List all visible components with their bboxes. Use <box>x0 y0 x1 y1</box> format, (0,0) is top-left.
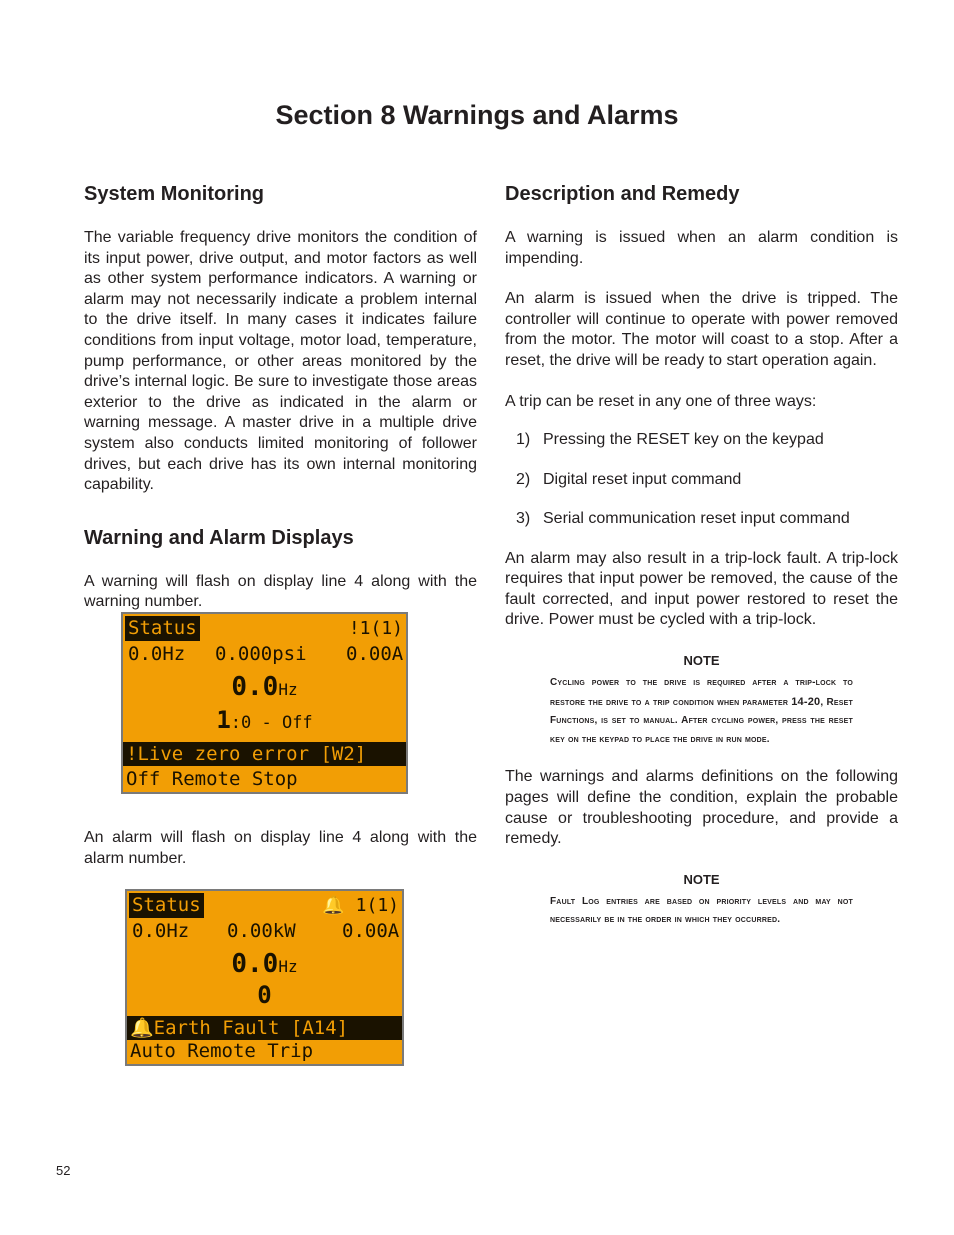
lcd-big-value: 0.0 <box>231 672 279 702</box>
paragraph-trip-lock: An alarm may also result in a trip-lock fault. A trip-lock requires that input power be removed, the cause of the fault corrected, and input power restored to reset the drive. Power must be cycled with a trip-lock. <box>505 549 898 629</box>
lcd-warning-message: !Live zero error [W2] <box>123 742 406 766</box>
page-title: Section 8 Warnings and Alarms <box>275 100 679 130</box>
right-column <box>505 180 898 930</box>
lcd-status-line: Auto Remote Trip <box>130 1040 314 1062</box>
lcd-header <box>123 616 406 641</box>
lcd-header <box>127 893 402 918</box>
list-item: 1) Pressing the RESET key on the keypad <box>516 431 824 449</box>
lcd-frequency: 0.0Hz <box>128 643 186 665</box>
paragraph-alarm-flash: An alarm will flash on display line 4 along with the alarm number. <box>84 828 477 867</box>
paragraph-alarm-issued: An alarm is issued when the drive is tripped. The controller will continue to operate with power removed from the motor. The motor will coast to a stop. After a reset, the drive will be ready to start operation again. <box>505 290 898 369</box>
page-number: 52 <box>56 1163 71 1178</box>
lcd-large-readout <box>123 670 406 707</box>
paragraph-definitions: The warnings and alarms definitions on the following pages will define the condition, explain the probable cause or troubleshooting procedure, and provide a remedy. <box>505 768 898 848</box>
paragraph-trip-reset: A trip can be reset in any one of three ways: <box>505 392 817 410</box>
lcd-alarm-message: 🔔Earth Fault [A14] <box>127 1016 402 1040</box>
lcd-mid-readout <box>123 704 406 739</box>
lcd-frequency: 0.0Hz <box>132 920 190 942</box>
paragraph-system-monitoring: The variable frequency drive monitors the condition of its input power, drive output, and motor factors as well as other system performance indicators. A warning or alarm may not necessarily indicate a problem internal to the drive itself. In many cases it indicates failure conditions from input voltage, motor load, temperature, pump performance, or other areas monitored by the drive’s internal logic. Be sure to investigate those areas exterior to the drive as indicated in the alarm or warning message. A master drive in a multiple drive system also conducts limited monitoring of follower drives, but each drive has its own internal monitoring capability. <box>84 229 477 494</box>
alarm-lcd-display <box>125 889 404 1066</box>
lcd-power: 0.00kW <box>227 920 296 942</box>
note-body: Cycling power to the drive is required after a trip-lock to restore the drive to a trip condition when parameter 14-20, Reset Functions, is set to manual. After cycling power, press the reset key on the keypad to place the drive in run mode. <box>550 677 853 745</box>
heading-description-remedy: Description and Remedy <box>505 183 740 205</box>
lcd-mid-readout: 0 <box>257 981 272 1009</box>
reset-methods-list <box>505 430 898 529</box>
paragraph-warning-flash: A warning will flash on display line 4 along with the warning number. <box>84 572 477 611</box>
note-heading: NOTE <box>683 653 720 669</box>
heading-warning-alarm-displays: Warning and Alarm Displays <box>84 526 354 549</box>
lcd-pressure: 0.000psi <box>215 643 307 665</box>
lcd-current: 0.00A <box>346 643 404 665</box>
note-body: Fault Log entries are based on priority levels and may not necessarily be in the order in which they occurred. <box>550 895 853 926</box>
note-cycling-power <box>550 653 853 749</box>
lcd-big-value: 0.0 <box>231 949 279 979</box>
lcd-big-unit: Hz <box>278 957 298 976</box>
warning-lcd-display <box>121 612 408 794</box>
paragraph-warning-issued: A warning is issued when an alarm condition is impending. <box>505 229 898 267</box>
note-heading: NOTE <box>683 871 720 887</box>
lcd-current: 0.00A <box>342 920 400 942</box>
lcd-mid-sub: :0 - Off <box>230 713 313 733</box>
lcd-status-line: Off Remote Stop <box>126 768 298 790</box>
lcd-mid-value: 1 <box>216 706 231 734</box>
note-fault-log <box>550 872 853 930</box>
lcd-status-label: Status <box>129 893 204 918</box>
list-item: 2) Digital reset input command <box>516 470 742 488</box>
bell-icon: 🔔 1(1) <box>322 895 399 916</box>
lcd-big-unit: Hz <box>278 680 298 699</box>
heading-system-monitoring: System Monitoring <box>84 183 265 205</box>
list-item: 3) Serial communication reset input command <box>516 510 850 528</box>
warning-indicator-icon: !1(1) <box>348 618 403 639</box>
lcd-status-label: Status <box>125 616 200 641</box>
